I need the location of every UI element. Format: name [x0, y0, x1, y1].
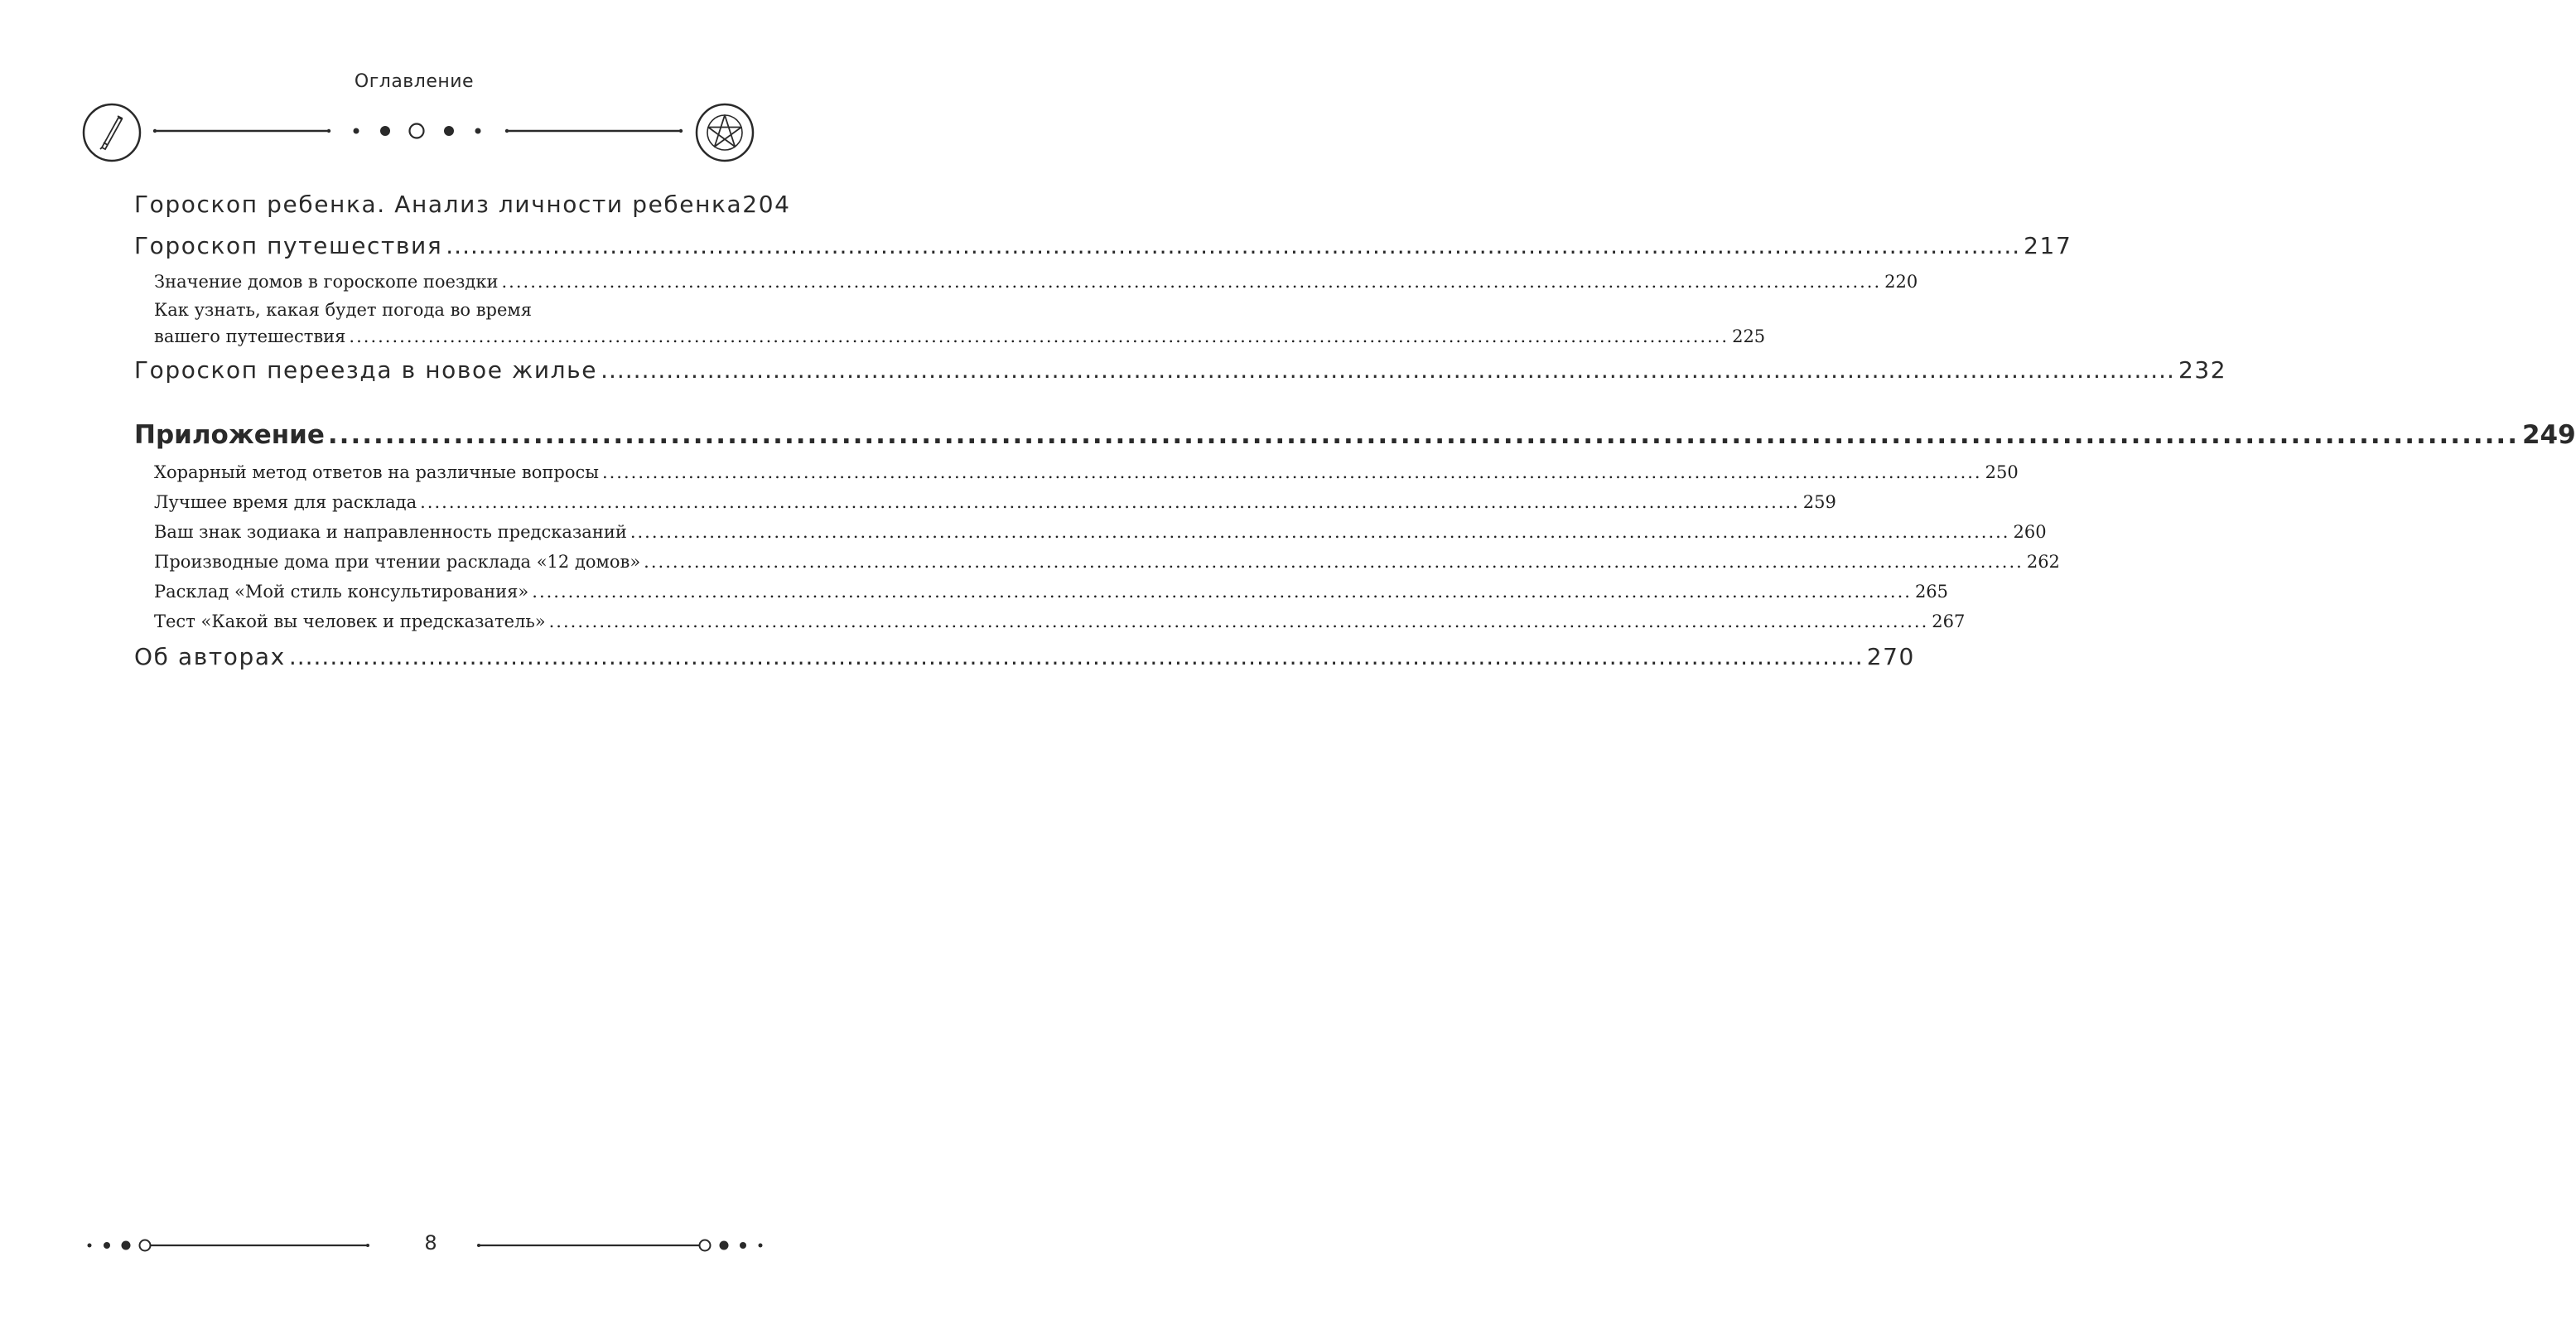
dot-leader: [549, 607, 1929, 636]
toc-entry-title: Расклад «Мой стиль консультирования»: [154, 582, 529, 602]
dot-leader: [420, 487, 1800, 517]
toc-entry-title-line1: Как узнать, какая будет погода во время: [154, 300, 532, 320]
toc-section-title: Приложение: [134, 420, 325, 450]
toc-entry-child-horoscope[interactable]: [134, 184, 791, 225]
toc-entry-page: 217: [2024, 232, 2072, 259]
toc-entry-page: 262: [2026, 552, 2060, 572]
toc-entry-moving-horoscope[interactable]: [134, 350, 2227, 391]
toc-subentry-best-time[interactable]: [134, 487, 1836, 517]
header-dots: [354, 124, 481, 138]
dot-leader: [289, 636, 1864, 678]
toc-entry-title: Производные дома при чтении расклада «12 домов»: [154, 552, 641, 572]
footer-dots-right: [700, 1240, 763, 1251]
toc-entry-page: 259: [1802, 492, 1836, 512]
toc-entry-title: Ваш знак зодиака и направленность предсказаний: [154, 522, 627, 542]
running-header-title: Оглавление: [354, 71, 475, 92]
toc-entry-page: 260: [2013, 522, 2047, 542]
dot-leader: [532, 577, 1912, 607]
dot-leader: [349, 323, 1729, 350]
footer-dots-left: [88, 1240, 151, 1251]
toc-section-appendix[interactable]: [134, 413, 2576, 457]
toc-entry-page: 232: [2178, 356, 2227, 384]
toc-entry-page: 267: [1932, 611, 1966, 631]
dot-leader: [502, 267, 1882, 297]
toc-entry-title: Гороскоп переезда в новое жилье: [134, 356, 598, 384]
toc-subentry-houses-meaning[interactable]: [134, 267, 1918, 297]
toc-entry-page: 225: [1732, 326, 1766, 346]
toc-entry-title: Гороскоп ребенка. Анализ личности ребенка: [134, 191, 743, 218]
pentagram-icon: [697, 104, 753, 161]
dot-leader: [644, 547, 2024, 577]
dot-leader: [446, 225, 2020, 267]
header-ornament: [79, 101, 791, 167]
toc-entry-page: 270: [1866, 643, 1915, 670]
toc-section-page: 249: [2521, 420, 2576, 450]
dot-leader: [328, 413, 2519, 457]
toc-subentry-weather[interactable]: [134, 297, 1766, 350]
toc-subentry-derived-houses[interactable]: [134, 547, 2060, 577]
toc-entry-title-line2: вашего путешествия: [154, 326, 346, 346]
toc-entry-authors[interactable]: [134, 636, 1915, 678]
page-number: 8: [424, 1231, 437, 1254]
toc-entry-page: 265: [1914, 582, 1949, 602]
toc-entry-title: Гороскоп путешествия: [134, 232, 443, 259]
toc-subentry-zodiac[interactable]: [134, 517, 2047, 547]
toc-entry-title: Значение домов в гороскопе поездки: [154, 272, 499, 292]
toc-entry-title: Тест «Какой вы человек и предсказатель»: [154, 611, 546, 631]
toc-entry-title: Хорарный метод ответов на различные вопросы: [154, 462, 599, 482]
dot-leader: [601, 350, 2175, 391]
toc-subentry-my-style[interactable]: [134, 577, 1949, 607]
toc-entry-page: 220: [1884, 272, 1918, 292]
toc-subentry-horary[interactable]: [134, 457, 2019, 487]
toc-entry-travel-horoscope[interactable]: [134, 225, 2072, 267]
wand-icon: [84, 104, 140, 161]
toc-entry-page: 204: [742, 191, 791, 218]
dot-leader: [630, 517, 2010, 547]
toc-entry-page: 250: [1985, 462, 2019, 482]
toc-subentry-test[interactable]: [134, 607, 1966, 636]
table-of-contents: [134, 184, 2576, 678]
toc-entry-title: Об авторах: [134, 643, 286, 670]
toc-entry-title: Лучшее время для расклада: [154, 492, 417, 512]
dot-leader: [602, 457, 1982, 487]
